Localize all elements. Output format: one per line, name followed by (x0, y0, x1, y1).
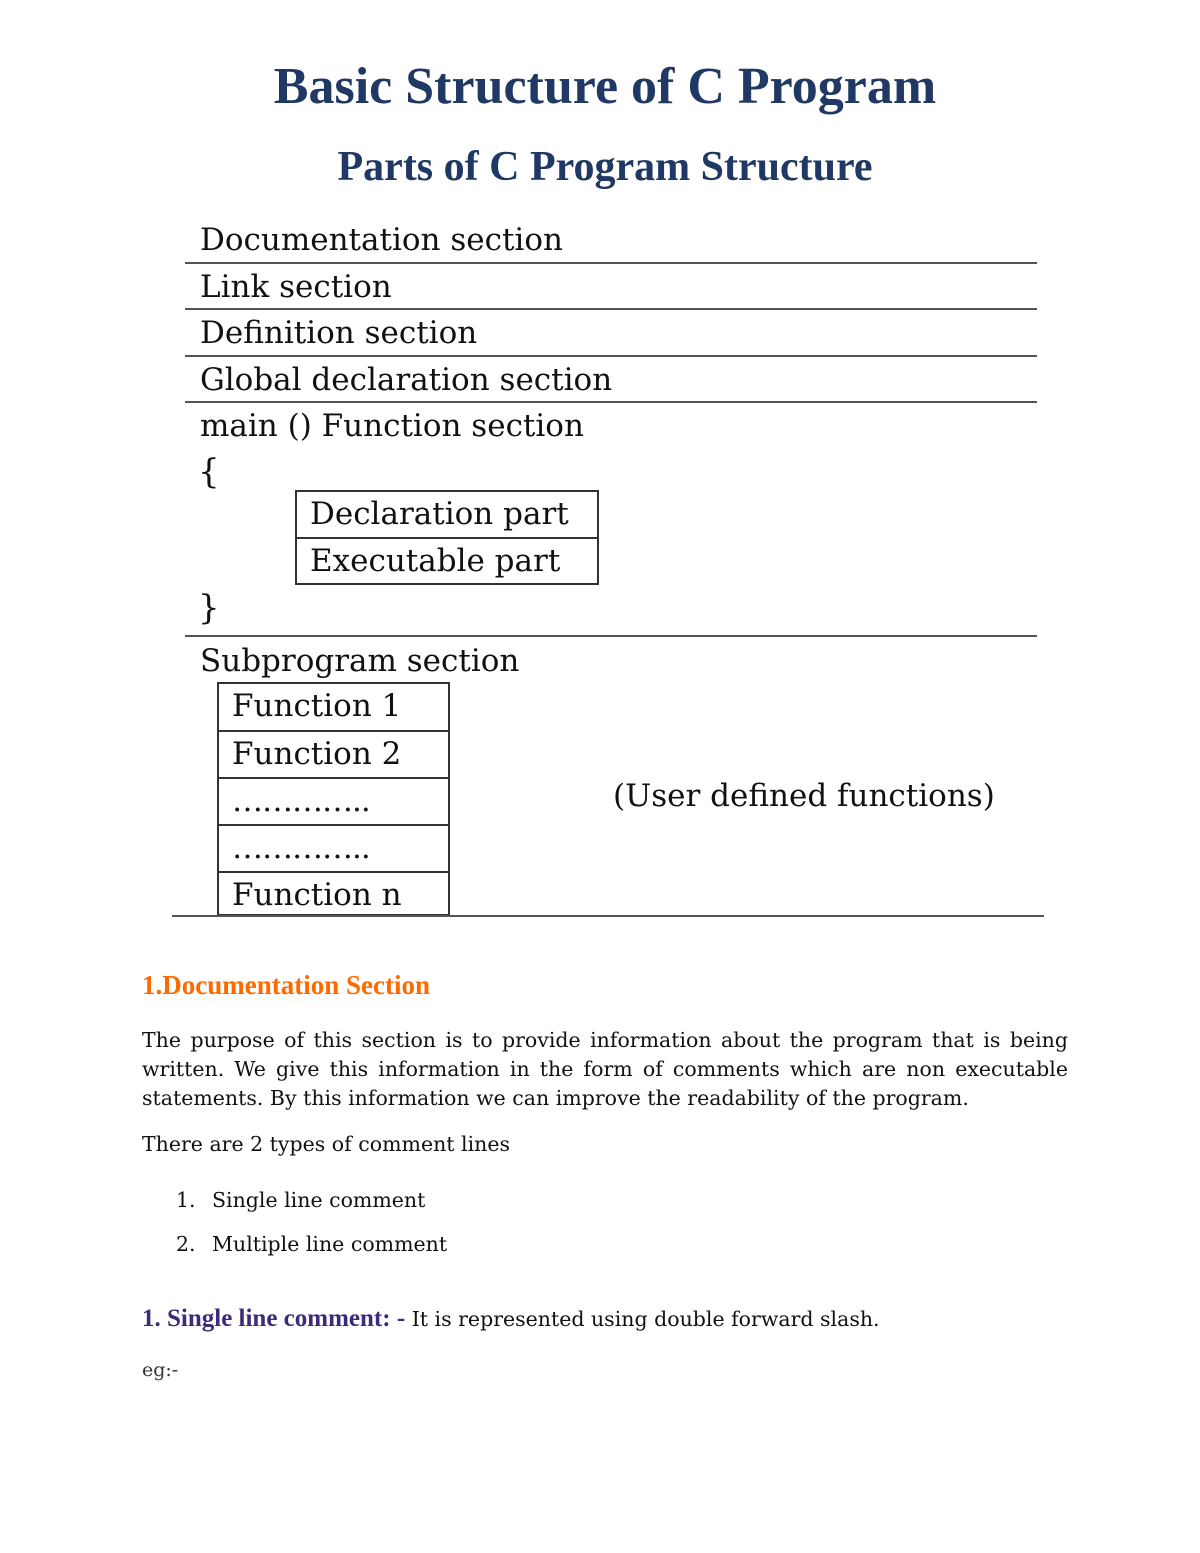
documentation-section-heading: 1.Documentation Section (142, 970, 430, 1000)
executable-part: Executable part (297, 537, 597, 583)
divider (185, 401, 1037, 403)
function-item: Function 2 (219, 730, 448, 777)
divider (185, 308, 1037, 310)
function-item: Function 1 (232, 688, 402, 724)
list-item: Single line comment (212, 1188, 426, 1212)
functions-box (217, 682, 450, 916)
divider (185, 355, 1037, 357)
list-number: 2. (176, 1232, 196, 1256)
page-subtitle: Parts of C Program Structure (337, 144, 873, 190)
subprogram-section-label: Subprogram section (200, 643, 520, 679)
open-brace: { (198, 452, 220, 492)
list-item: Multiple line comment (212, 1232, 448, 1256)
list-number: 1. (176, 1188, 196, 1212)
function-item: ………….. (219, 777, 448, 824)
global-declaration-section-label: Global declaration section (200, 362, 613, 398)
divider (185, 635, 1037, 637)
definition-section-label: Definition section (200, 315, 478, 351)
documentation-section-label: Documentation section (200, 222, 563, 258)
comment-types-intro: There are 2 types of comment lines (142, 1132, 510, 1156)
declaration-part: Declaration part (310, 496, 569, 532)
close-brace: } (198, 588, 220, 628)
function-item: Function n (219, 871, 448, 914)
example-label: eg:- (142, 1359, 179, 1381)
single-line-comment-desc: It is represented using double forward slash. (405, 1307, 880, 1331)
main-parts-box (295, 490, 599, 585)
main-function-section-label: main () Function section (200, 408, 584, 444)
single-line-comment-line (142, 1304, 880, 1334)
single-line-comment-heading: 1. Single line comment: - (142, 1305, 406, 1332)
divider (172, 915, 1044, 917)
documentation-paragraph: The purpose of this section is to provide information about the program that is being written. We give this information in the form of comments which are non executable statements. By this information we can improve the readability of the program. (142, 1028, 1068, 1110)
link-section-label: Link section (200, 269, 392, 305)
user-defined-note: (User defined functions) (613, 778, 995, 814)
page-title: Basic Structure of C Program (273, 58, 937, 115)
function-item: ………….. (219, 824, 448, 871)
divider (185, 262, 1037, 264)
